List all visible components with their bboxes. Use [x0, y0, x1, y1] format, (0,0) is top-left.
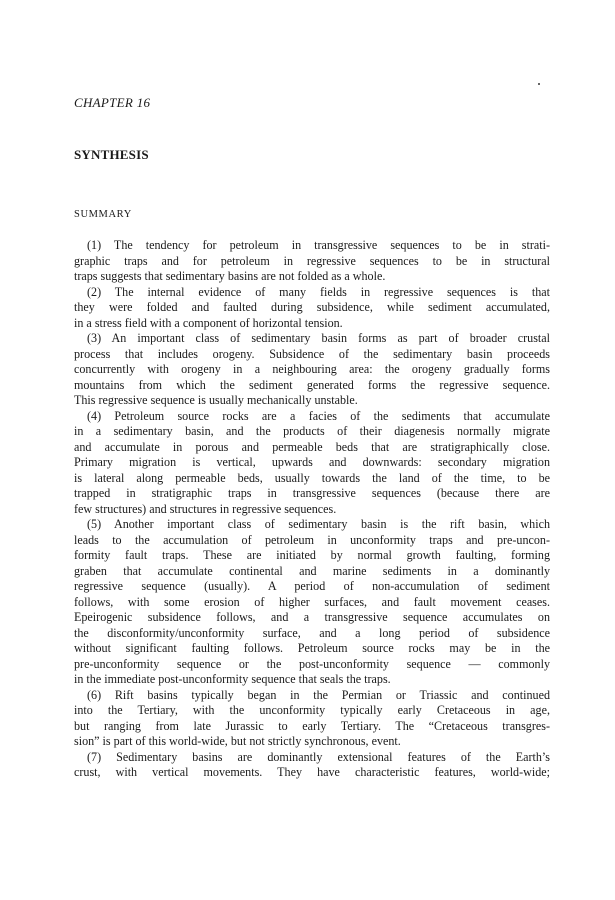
text-line: they were folded and faulted during subsidence, while sediment accumulated,: [74, 300, 550, 314]
text-line: (7) Sedimentary basins are dominantly extensional features of the Earth’s: [87, 749, 550, 764]
text-line: sion” is part of this world-wide, but not strictly synchronous, event.: [74, 734, 401, 748]
text-line: in a sedimentary basin, and the products of their diagenesis normally migrate: [74, 424, 550, 438]
text-line: Epeirogenic subsidence follows, and a transgressive sequence accumulates on: [74, 610, 550, 624]
text-line: pre-unconformity sequence or the post-unconformity sequence — commonly: [74, 656, 550, 671]
text-line: is lateral along permeable beds, usually towards the land of the time, to be: [74, 470, 550, 485]
text-line: (5) Another important class of sedimentary basin is the rift basin, which: [87, 517, 550, 531]
text-line: (6) Rift basins typically began in the Permian or Triassic and continued: [87, 687, 550, 702]
text-line: and accumulate in porous and permeable beds that are stratigraphically close.: [74, 439, 550, 454]
chapter-title: SYNTHESIS: [74, 147, 149, 162]
text-line: Primary migration is vertical, upwards and downwards: secondary migration: [74, 455, 550, 469]
text-line: formity fault traps. These are initiated by normal growth faulting, forming: [74, 548, 550, 562]
text-line: traps suggests that sedimentary basins are not folded as a whole.: [74, 269, 386, 283]
text-line: but ranging from late Jurassic to early Tertiary. The “Cretaceous transgres-: [74, 718, 550, 733]
text-line: (4) Petroleum source rocks are a facies of the sediments that accumulate: [87, 408, 550, 423]
text-line: without significant faulting follows. Petroleum source rocks may be in the: [74, 641, 550, 655]
text-line: leads to the accumulation of petroleum in unconformity traps and pre-uncon-: [74, 532, 550, 547]
text-line: This regressive sequence is usually mechanically unstable.: [74, 393, 358, 407]
section-heading: SUMMARY: [74, 209, 132, 220]
text-line: crust, with vertical movements. They have characteristic features, world-wide;: [74, 765, 550, 779]
text-line: process that includes orogeny. Subsidence of the sedimentary basin proceeds: [74, 346, 550, 361]
text-line: follows, with some erosion of higher surfaces, and fault movement ceases.: [74, 594, 550, 609]
chapter-heading: CHAPTER 16: [74, 95, 151, 110]
text-line: graphic traps and for petroleum in regressive sequences to be in structural: [74, 253, 550, 268]
text-line: in a stress field with a component of horizontal tension.: [74, 315, 343, 330]
text-line: trapped in stratigraphic traps in transgressive sequences (because there are: [74, 486, 550, 500]
text-line: regressive sequence (usually). A period of non-accumulation of sediment: [74, 579, 550, 593]
text-line: the disconformity/unconformity surface, and a long period of subsidence: [74, 625, 550, 640]
text-line: in the immediate post-unconformity sequence that seals the traps.: [74, 672, 391, 686]
summary-body: [74, 238, 550, 781]
text-line: (1) The tendency for petroleum in transgressive sequences to be in strati-: [87, 238, 550, 252]
text-line: into the Tertiary, with the unconformity typically early Cretaceous in age,: [74, 703, 550, 717]
text-line: (3) An important class of sedimentary basin forms as part of broader crustal: [87, 331, 550, 345]
text-line: mountains from which the sediment generated forms the regressive sequence.: [74, 377, 550, 392]
page-speck: [538, 83, 540, 85]
text-line: few structures) and structures in regressive sequences.: [74, 501, 337, 516]
text-line: (2) The internal evidence of many fields in regressive sequences is that: [87, 284, 550, 299]
text-line: concurrently with orogeny in a neighbouring area: the orogeny gradually forms: [74, 362, 550, 376]
text-line: graben that accumulate continental and marine sediments in a dominantly: [74, 563, 550, 578]
